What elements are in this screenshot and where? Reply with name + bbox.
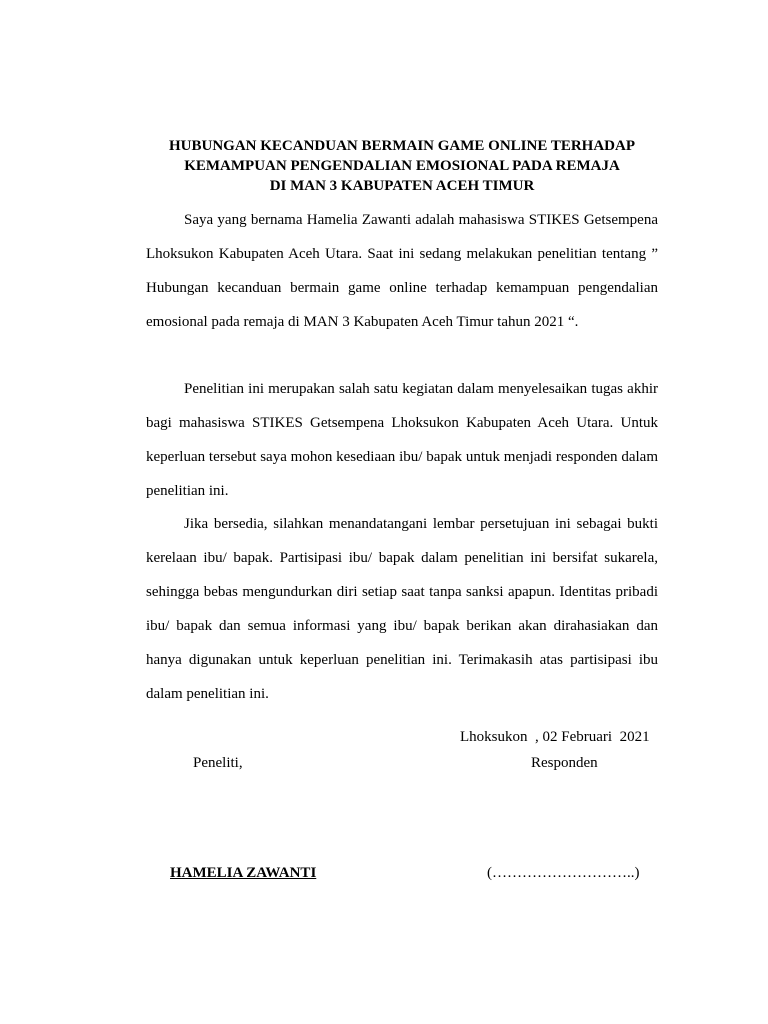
title-line-1: HUBUNGAN KECANDUAN BERMAIN GAME ONLINE TERHADAP [169, 138, 635, 154]
paragraph-2: Penelitian ini merupakan salah satu kegiatan dalam menyelesaikan tugas akhir bagi mahasiswa STIKES Getsempena Lhoksukon Kabupaten Aceh Utara. Untuk keperluan tersebut saya mohon kesediaan ibu/ bapak untuk menjadi responden dalam penelitian ini. [146, 381, 658, 499]
title-line-2: KEMAMPUAN PENGENDALIAN EMOSIONAL PADA REMAJA [184, 158, 620, 174]
title-line-3: DI MAN 3 KABUPATEN ACEH TIMUR [269, 178, 535, 194]
paragraph-3: Jika bersedia, silahkan menandatangani lembar persetujuan ini sebagai bukti kerelaan ibu/ bapak. Partisipasi ibu/ bapak dalam penelitian ini bersifat sukarela, sehingga bebas mengundurkan diri setiap saat tanpa sanksi apapun. Identitas pribadi ibu/ bapak dan semua informasi yang ibu/ bapak berikan akan dirahasiakan dan hanya digunakan untuk keperluan penelitian ini. Terimakasih atas partisipasi ibu dalam penelitian ini. [146, 516, 658, 702]
paragraph-3-block [146, 507, 658, 711]
researcher-name: HAMELIA ZAWANTI [170, 865, 317, 881]
respondent-label: Responden [531, 755, 598, 771]
paragraph-1-block [146, 203, 658, 339]
paragraph-2-block [146, 372, 658, 508]
paragraph-1: Saya yang bernama Hamelia Zawanti adalah mahasiswa STIKES Getsempena Lhoksukon Kabupaten Aceh Utara. Saat ini sedang melakukan penelitian tentang ” Hubungan kecanduan bermain game online terhadap kemampuan pengendalian emosional pada remaja di MAN 3 Kabupaten Aceh Timur tahun 2021 “. [146, 212, 658, 330]
respondent-signature-line: (………………………..) [487, 865, 640, 881]
researcher-label: Peneliti, [193, 755, 243, 771]
place-date: Lhoksukon , 02 Februari 2021 [460, 729, 650, 745]
